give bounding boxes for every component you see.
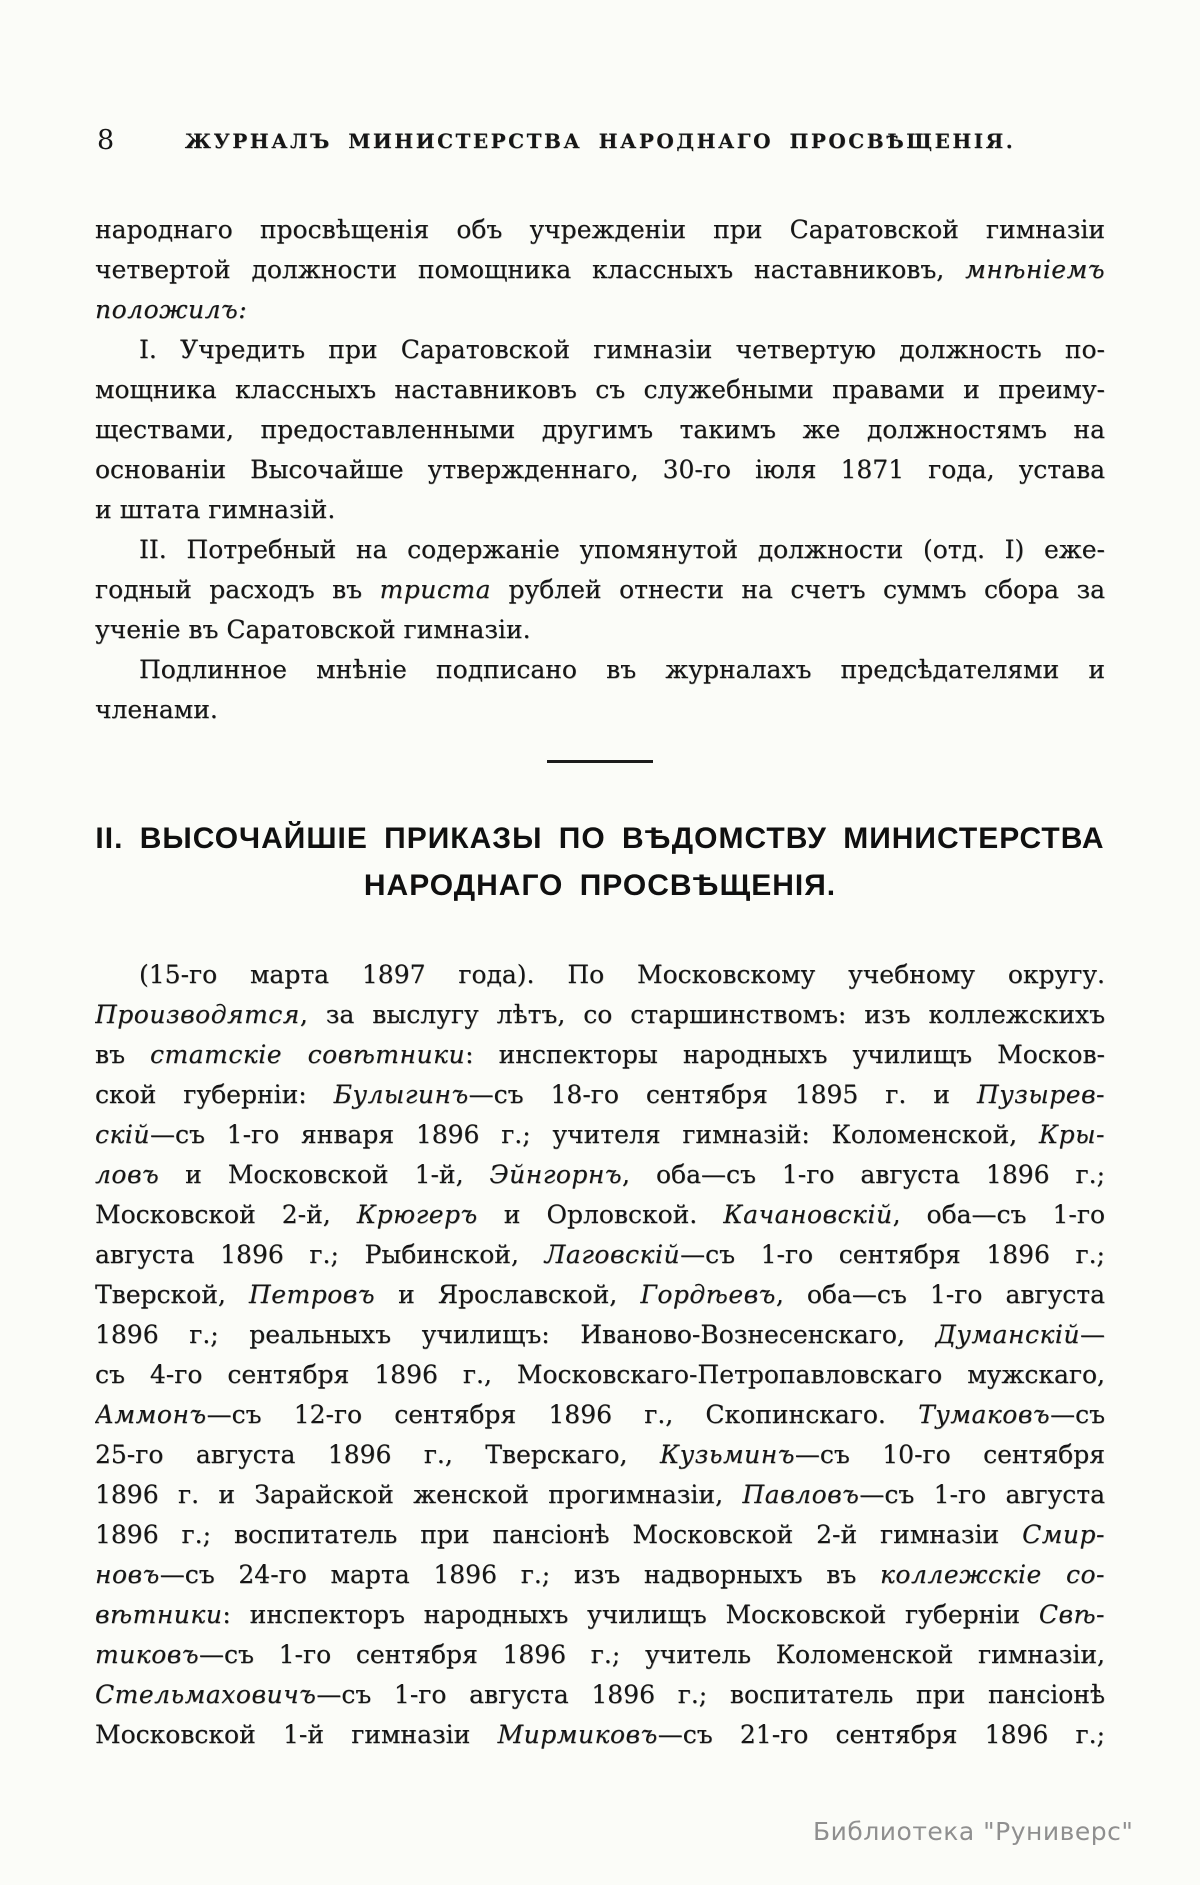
italic-text-segment: Петровъ <box>248 1280 375 1309</box>
text-segment: 1896 г.; воспитатель при пансіонѣ Московской 2-й гимназіи <box>95 1520 1023 1549</box>
text-line <box>95 370 1105 410</box>
text-line <box>95 1115 1105 1155</box>
text-segment: съ 4-го сентября 1896 г., Московскаго-Петропавловскаго мужскаго, <box>95 1360 1105 1389</box>
text-line <box>95 410 1105 450</box>
section-heading <box>95 815 1105 909</box>
text-segment: —съ <box>1050 1400 1105 1429</box>
italic-text-segment: Думанскій <box>935 1320 1080 1349</box>
text-line <box>95 1075 1105 1115</box>
italic-text-segment: Крюгеръ <box>356 1200 478 1229</box>
italic-text-segment: Мирмиковъ <box>497 1720 658 1749</box>
text-segment: II. Потребный на содержаніе упомянутой должности (отд. I) еже- <box>139 535 1105 564</box>
text-segment: ской губерніи: <box>95 1080 334 1109</box>
text-line <box>95 610 1105 650</box>
text-segment: —съ 12-го сентября 1896 г., Скопинскаго. <box>206 1400 919 1429</box>
text-segment: —съ 21-го сентября 1896 г.; <box>657 1720 1105 1749</box>
italic-text-segment: Булыгинъ <box>333 1080 469 1109</box>
italic-text-segment: Кузьминъ <box>659 1440 795 1469</box>
text-segment: —съ 1-го августа <box>859 1480 1105 1509</box>
text-line <box>95 210 1105 250</box>
text-line <box>95 1035 1105 1075</box>
section-heading-line-1: II. ВЫСОЧАЙШІЕ ПРИКАЗЫ ПО ВѢДОМСТВУ МИНИСТЕРСТВА <box>95 822 1105 855</box>
text-segment: августа 1896 г.; Рыбинской, <box>95 1240 545 1269</box>
text-segment: ществами, предоставленными другимъ такимъ же должностямъ на <box>95 415 1105 444</box>
text-segment: въ <box>95 1040 151 1069</box>
page-header <box>95 124 1105 158</box>
text-segment: 1896 г. и Зарайской женской прогимназіи, <box>95 1480 743 1509</box>
italic-text-segment: Кры- <box>1038 1120 1105 1149</box>
text-line <box>95 1675 1105 1715</box>
text-line <box>95 1555 1105 1595</box>
text-line <box>95 955 1105 995</box>
text-line <box>95 1595 1105 1635</box>
text-segment: , оба—съ 1-го <box>892 1200 1105 1229</box>
text-line <box>95 690 1105 730</box>
text-segment: —съ 1-го августа 1896 г.; воспитатель при пансіонѣ <box>316 1680 1105 1709</box>
text-segment: народнаго просвѣщенія объ учрежденіи при Саратовской гимназіи <box>95 215 1105 244</box>
text-line <box>95 490 1105 530</box>
text-line <box>95 995 1105 1035</box>
text-line <box>95 1515 1105 1555</box>
text-segment: 1896 г.; реальныхъ училищъ: Иваново-Вознесенскаго, <box>95 1320 936 1349</box>
italic-text-segment: Гордѣевъ <box>640 1280 776 1309</box>
text-line <box>95 250 1105 290</box>
running-title: ЖУРНАЛЪ МИНИСТЕРСТВА НАРОДНАГО ПРОСВѢЩЕНІЯ. <box>184 129 1016 153</box>
italic-text-segment: Качановскій <box>723 1200 893 1229</box>
text-segment: : инспекторы народныхъ училищъ Москов- <box>465 1040 1105 1069</box>
italic-text-segment: Свѣ- <box>1038 1600 1105 1629</box>
text-line <box>95 1315 1105 1355</box>
italic-text-segment: триста <box>379 575 491 604</box>
italic-text-segment: Производятся <box>95 1000 300 1029</box>
text-segment: рублей отнести на счетъ суммъ сбора за <box>491 575 1105 604</box>
text-segment: 25-го августа 1896 г., Тверскаго, <box>95 1440 660 1469</box>
italic-text-segment: коллежскіе со- <box>880 1560 1105 1589</box>
text-line <box>95 650 1105 690</box>
text-line <box>95 1475 1105 1515</box>
text-segment: , оба—съ 1-го августа <box>775 1280 1105 1309</box>
italic-text-segment: статскіе совѣтники <box>150 1040 466 1069</box>
minutes-text <box>95 210 1105 730</box>
text-segment: —съ 18-го сентября 1895 г. и <box>468 1080 977 1109</box>
text-line <box>95 530 1105 570</box>
text-segment: —съ 10-го сентября <box>794 1440 1105 1469</box>
text-line <box>95 450 1105 490</box>
text-segment: Тверской, <box>95 1280 249 1309</box>
text-line <box>95 1355 1105 1395</box>
text-line <box>95 330 1105 370</box>
text-segment: , за выслугу лѣтъ, со старшинствомъ: изъ коллежскихъ <box>299 1000 1105 1029</box>
text-line <box>95 570 1105 610</box>
text-line <box>95 1155 1105 1195</box>
text-segment: ученіе въ Саратовской гимназіи. <box>95 615 531 644</box>
italic-text-segment: положилъ: <box>95 295 248 324</box>
text-segment: и Московской 1-й, <box>159 1160 490 1189</box>
italic-text-segment: Тумаковъ <box>918 1400 1051 1429</box>
library-watermark: Библиотека "Руниверс" <box>813 1817 1134 1846</box>
text-segment: мощника классныхъ наставниковъ съ служебными правами и преиму- <box>95 375 1105 404</box>
paragraph <box>95 330 1105 530</box>
italic-text-segment: Эйнгорнъ <box>489 1160 623 1189</box>
italic-text-segment: Пузырев- <box>976 1080 1105 1109</box>
text-segment: —съ 24-го марта 1896 г.; изъ надворныхъ въ <box>159 1560 880 1589</box>
text-segment: и Ярославской, <box>375 1280 641 1309</box>
italic-text-segment: скій <box>95 1120 151 1149</box>
text-segment: четвертой должности помощника классныхъ наставниковъ, <box>95 255 966 284</box>
text-segment: , оба—съ 1-го августа 1896 г.; <box>622 1160 1105 1189</box>
text-line <box>95 1235 1105 1275</box>
italic-text-segment: ловъ <box>95 1160 160 1189</box>
text-segment: —съ 1-го сентября 1896 г.; <box>680 1240 1105 1269</box>
document-content <box>95 210 1105 1755</box>
text-segment: — <box>1080 1320 1105 1349</box>
text-line <box>95 1195 1105 1235</box>
section-divider <box>547 760 653 763</box>
text-segment: (15-го марта 1897 года). По Московскому учебному округу. <box>139 960 1105 989</box>
text-line <box>95 1635 1105 1675</box>
text-line <box>95 1715 1105 1755</box>
italic-text-segment: Павловъ <box>742 1480 860 1509</box>
italic-text-segment: Аммонъ <box>95 1400 207 1429</box>
page-number: 8 <box>97 125 115 156</box>
paragraph <box>95 650 1105 730</box>
paragraph <box>95 530 1105 650</box>
text-segment: Московской 2-й, <box>95 1200 357 1229</box>
text-segment: годный расходъ въ <box>95 575 380 604</box>
italic-text-segment: Стельмаховичъ <box>95 1680 317 1709</box>
text-segment: членами. <box>95 695 218 724</box>
text-segment: Подлинное мнѣніе подписано въ журналахъ предсѣдателями и <box>139 655 1105 684</box>
text-segment: : инспекторъ народныхъ училищъ Московской губерніи <box>222 1600 1039 1629</box>
text-line <box>95 1435 1105 1475</box>
paragraph <box>95 955 1105 1755</box>
orders-text <box>95 955 1105 1755</box>
text-segment: —съ 1-го января 1896 г.; учителя гимназій: Коломенской, <box>150 1120 1039 1149</box>
paragraph <box>95 210 1105 330</box>
italic-text-segment: Смир- <box>1022 1520 1105 1549</box>
italic-text-segment: Лаговскій <box>544 1240 681 1269</box>
text-line <box>95 1275 1105 1315</box>
text-segment: основаніи Высочайше утвержденнаго, 30-го іюля 1871 года, устава <box>95 455 1105 484</box>
text-segment: I. Учредить при Саратовской гимназіи четвертую должность по- <box>139 335 1105 364</box>
italic-text-segment: вѣтники <box>95 1600 223 1629</box>
text-segment: и штата гимназій. <box>95 495 336 524</box>
italic-text-segment: новъ <box>95 1560 160 1589</box>
section-heading-line-2: НАРОДНАГО ПРОСВѢЩЕНІЯ. <box>363 869 837 902</box>
text-segment: —съ 1-го сентября 1896 г.; учитель Коломенской гимназіи, <box>199 1640 1105 1669</box>
text-segment: и Орловской. <box>477 1200 724 1229</box>
text-line <box>95 290 1105 330</box>
text-line <box>95 1395 1105 1435</box>
italic-text-segment: мнѣніемъ <box>965 255 1105 284</box>
text-segment: Московской 1-й гимназіи <box>95 1720 498 1749</box>
italic-text-segment: тиковъ <box>95 1640 200 1669</box>
